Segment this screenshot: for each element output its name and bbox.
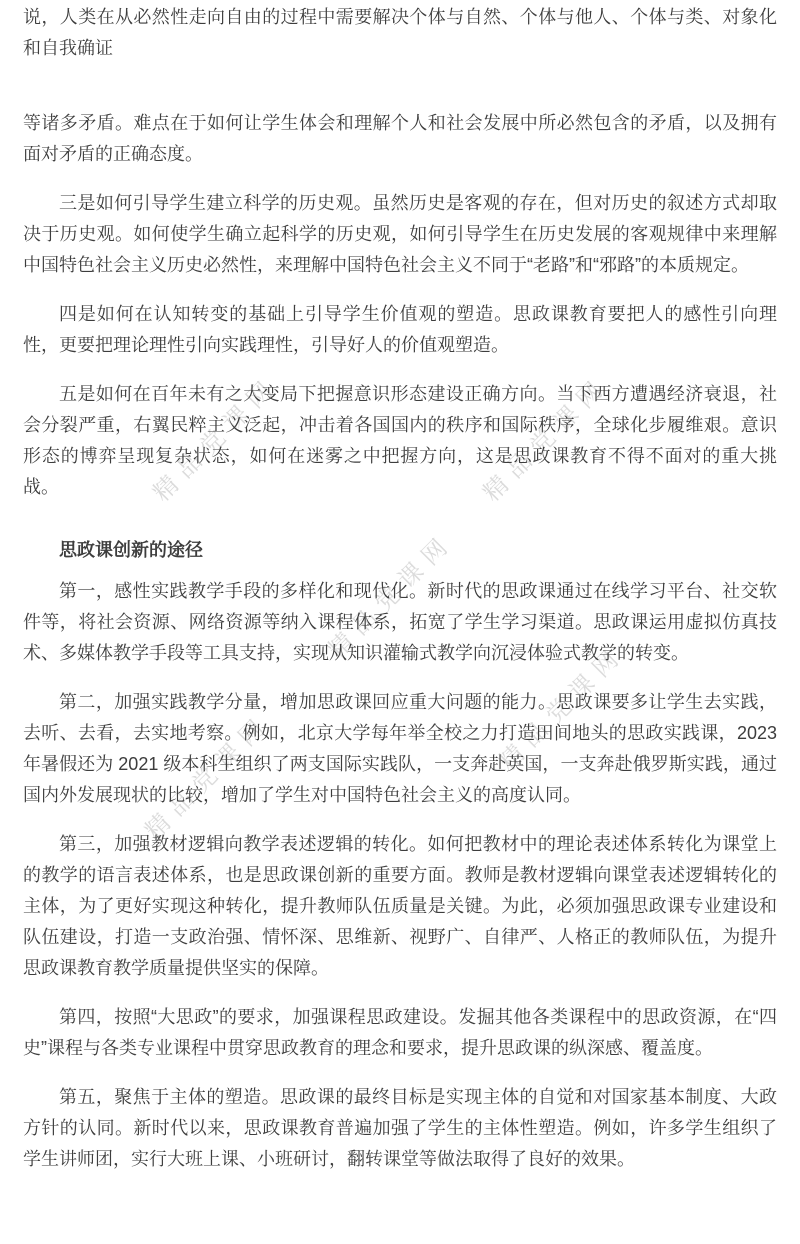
paragraph-method-1: 第一，感性实践教学手段的多样化和现代化。新时代的思政课通过在线学习平台、社交软件等，将社会资源、网络资源等纳入课程体系，拓宽了学生学习渠道。思政课运用虚拟仿真技术、多媒体教学手段等工具支持，实现从知识灌输式教学向沉浸体验式教学的转变。 <box>23 581 777 663</box>
paragraph-method-3: 第三，加强教材逻辑向教学表述逻辑的转化。如何把教材中的理论表述体系转化为课堂上的教学的语言表述体系，也是思政课创新的重要方面。教师是教材逻辑向课堂表述逻辑转化的主体，为了更好实现这种转化，提升教师队伍质量是关键。为此，必须加强思政课专业建设和队伍建设，打造一支政治强、情怀深、思维新、视野广、自律严、人格正的教师队伍，为提升思政课教育教学质量提供坚实的保障。 <box>23 834 777 978</box>
paragraph-point-3: 三是如何引导学生建立科学的历史观。虽然历史是客观的存在，但对历史的叙述方式却取决于历史观。如何使学生确立起科学的历史观，如何引导学生在历史发展的客观规律中来理解中国特色社会主义历史必然性，来理解中国特色社会主义不同于“老路”和“邪路”的本质规定。 <box>23 193 777 275</box>
paragraph-point-4: 四是如何在认知转变的基础上引导学生价值观的塑造。思政课教育要把人的感性引向理性，更要把理论理性引向实践理性，引导好人的价值观塑造。 <box>23 304 777 355</box>
paragraph-method-4: 第四，按照“大思政”的要求，加强课程思政建设。发掘其他各类课程中的思政资源，在“四史”课程与各类专业课程中贯穿思政教育的理念和要求，提升思政课的纵深感、覆盖度。 <box>23 1007 777 1058</box>
document-body <box>23 2 777 1193</box>
paragraph-continuation: 等诸多矛盾。难点在于如何让学生体会和理解个人和社会发展中所必然包含的矛盾，以及拥有面对矛盾的正确态度。 <box>23 113 777 164</box>
paragraph-method-5: 第五，聚焦于主体的塑造。思政课的最终目标是实现主体的自觉和对国家基本制度、大政方针的认同。新时代以来，思政课教育普遍加强了学生的主体性塑造。例如，许多学生组织了学生讲师团，实行大班上课、小班研讨，翻转课堂等做法取得了良好的效果。 <box>23 1087 777 1169</box>
watermark-text: 精品党课网 <box>478 371 615 508</box>
paragraph-method-2: 第二，加强实践教学分量，增加思政课回应重大问题的能力。思政课要多让学生去实践，去听、去看，去实地考察。例如，北京大学每年举全校之力打造田间地头的思政实践课，2023 年暑假还为 2021 级本科生组织了两支国际实践队，一支奔赴英国，一支奔赴俄罗斯实践，通过国内外发展现状的比较，增加了学生对中国特色社会主义的高度认同。 <box>23 692 777 805</box>
paragraph-point-5: 五是如何在百年未有之大变局下把握意识形态建设正确方向。当下西方遭遇经济衰退，社会分裂严重，右翼民粹主义泛起，冲击着各国国内的秩序和国际秩序，全球化步履维艰。意识形态的博弈呈现复杂状态，如何在迷雾之中把握方向，这是思政课教育不得不面对的重大挑战。 <box>23 384 777 497</box>
watermark-text: 精品党课网 <box>494 640 631 777</box>
section-heading: 思政课创新的途径 <box>59 540 203 560</box>
watermark-text: 精品党课网 <box>148 371 285 508</box>
watermark-text: 精品党课网 <box>323 528 460 665</box>
watermark-text: 精品党课网 <box>140 709 277 846</box>
page-fragment-line: 说，人类在从必然性走向自由的过程中需要解决个体与自然、个体与他人、个体与类、对象化和自我确证 <box>23 7 777 58</box>
